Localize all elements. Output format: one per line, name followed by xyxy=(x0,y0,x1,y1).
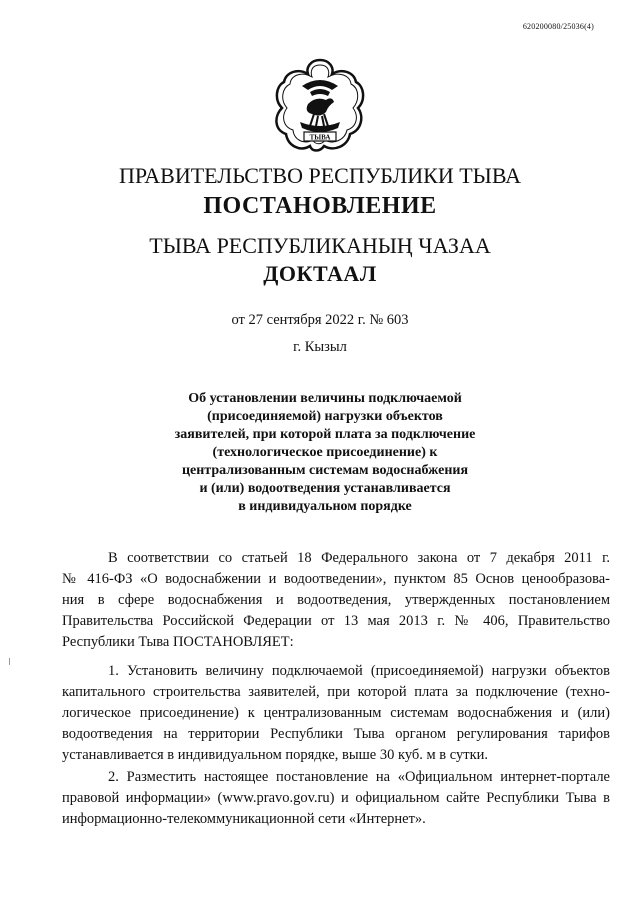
paragraph-line: правовой информации» (www.pravo.gov.ru) и официальном сайте Республики Тыва в xyxy=(62,790,610,806)
government-title-tuvan: ТЫВА РЕСПУБЛИКАНЫҢ ЧАЗАА xyxy=(149,233,491,258)
paragraph-line: водоотведения на территории Республики Тыва органом регулирования тарифов xyxy=(62,726,610,742)
paragraph-line: капитального строительства заявителей, при которой плата за подключение (техно- xyxy=(62,684,610,700)
document-type-title-tuvan: ДОКТААЛ xyxy=(263,261,377,286)
paragraph-line: устанавливается в индивидуальном порядке, выше 30 куб. м в сутки. xyxy=(62,747,489,763)
document-id: 620200080/25036(4) xyxy=(522,22,594,31)
tuva-emblem-icon xyxy=(270,56,370,156)
paragraph-line: 1. Установить величину подключаемой (присоединяемой) нагрузки объектов xyxy=(108,663,610,679)
subject-line: Об установлении величины подключаемой xyxy=(188,391,462,406)
government-title: ПРАВИТЕЛЬСТВО РЕСПУБЛИКИ ТЫВА xyxy=(118,163,522,188)
paragraph-line: Правительства Российской Федерации от 13 мая 2013 г. № 406, Правительство xyxy=(62,613,610,629)
paragraph-line: 2. Разместить настоящее постановление на «Официальном интернет-портале xyxy=(108,769,610,785)
city-line: г. Кызыл xyxy=(293,339,347,355)
decree-subject xyxy=(150,390,500,516)
subject-line: (присоединяемой) нагрузки объектов xyxy=(207,409,443,424)
subject-line: централизованным системам водоснабжения xyxy=(181,463,469,478)
subject-line: и (или) водоотведения устанавливается xyxy=(199,481,451,496)
subject-line: (технологическое присоединение) к xyxy=(212,445,438,460)
subject-line: в индивидуальном порядке xyxy=(238,499,412,514)
item-2-paragraph xyxy=(62,767,610,830)
date-number-line: от 27 сентября 2022 г. № 603 xyxy=(231,312,409,328)
item-1-paragraph xyxy=(62,661,610,766)
preamble-paragraph xyxy=(62,548,610,653)
subject-line: заявителей, при которой плата за подключение xyxy=(174,427,476,442)
paragraph-line: ния в сфере водоснабжения и водоотведения, утвержденных постановлением xyxy=(62,592,610,608)
svg-text:ТЫВА: ТЫВА xyxy=(309,133,331,142)
paragraph-line: № 416-ФЗ «О водоснабжении и водоотведении», пунктом 85 Основ ценообразова- xyxy=(62,571,610,587)
margin-tick xyxy=(9,658,10,665)
paragraph-line: логическое присоединение) к централизованным системам водоснабжения и (или) xyxy=(62,705,610,721)
paragraph-line: информационно-телекоммуникационной сети «Интернет». xyxy=(62,811,426,827)
paragraph-line: Республики Тыва ПОСТАНОВЛЯЕТ: xyxy=(62,634,294,650)
paragraph-line: В соответствии со статьей 18 Федерального закона от 7 декабря 2011 г. xyxy=(108,550,610,566)
document-type-title: ПОСТАНОВЛЕНИЕ xyxy=(203,193,437,219)
